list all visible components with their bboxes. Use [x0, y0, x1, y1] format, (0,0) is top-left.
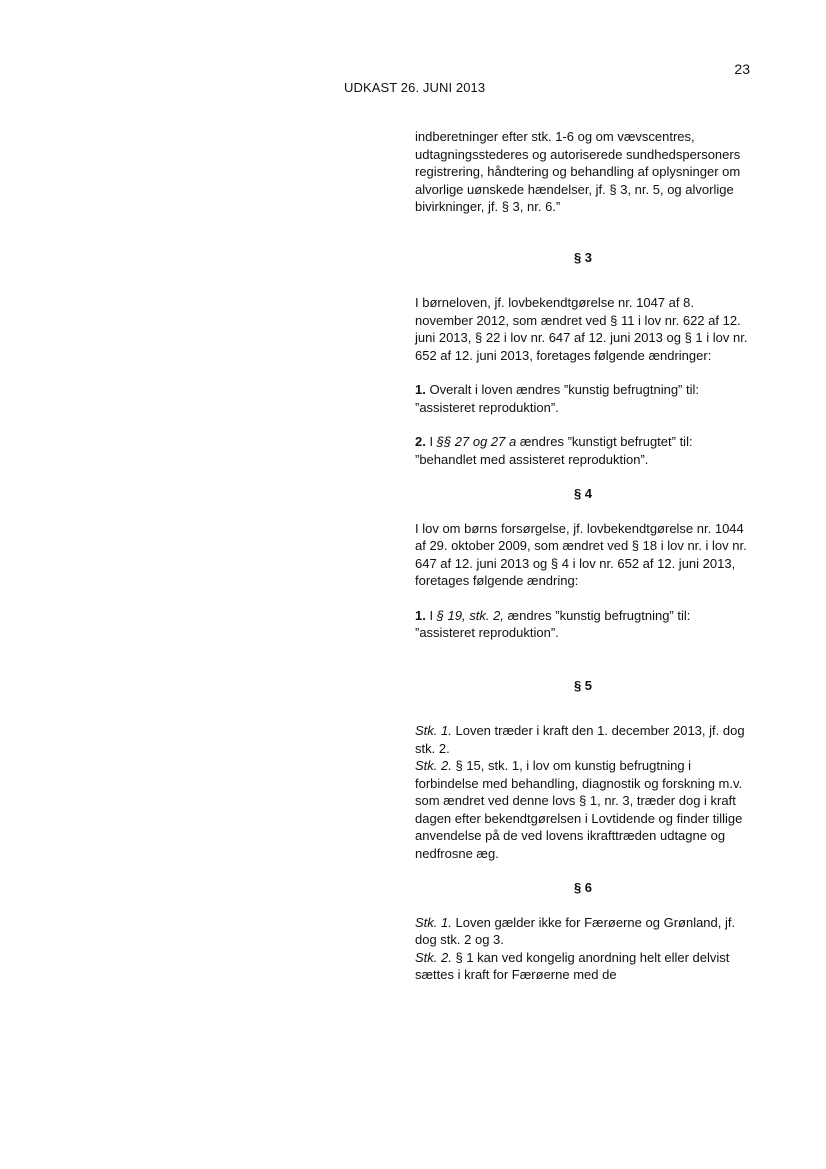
item-number: 1.	[415, 607, 426, 623]
page-number: 23	[734, 61, 750, 77]
document-body	[415, 128, 751, 984]
draft-header: UDKAST 26. JUNI 2013	[344, 80, 486, 95]
section-5-heading: § 5	[573, 677, 593, 693]
section-4-item-1	[415, 607, 751, 642]
stk-text: § 1 kan ved kongelig anordning helt eller delvist sættes i kraft for Færøerne med de	[415, 949, 730, 982]
section-4-intro: I lov om børns forsørgelse, jf. lovbekendtgørelse nr. 1044 af 29. oktober 2009, som ændret ved § 18 i lov nr. i lov nr. 647 af 12. juni 2013 og § 4 i lov nr. 652 af 12. juni 2013, foretages følgende ændring:	[415, 520, 747, 588]
section-5-stk-2	[415, 757, 751, 862]
stk-text: Loven gælder ikke for Færøerne og Grønland, jf. dog stk. 2 og 3.	[415, 914, 736, 947]
section-5-stk-1	[415, 722, 751, 757]
section-3-item-2	[415, 433, 751, 468]
item-number: 2.	[415, 434, 426, 449]
section-6-stk-1	[415, 914, 751, 949]
stk-label: Stk. 2.	[415, 949, 452, 965]
stk-label: Stk. 1.	[415, 723, 452, 738]
section-3-heading: § 3	[573, 249, 593, 265]
item-reference: §§ 27 og 27 a	[436, 434, 517, 449]
item-reference: § 19, stk. 2,	[436, 607, 504, 623]
stk-text: § 15, stk. 1, i lov om kunstig befrugtning i forbindelse med behandling, diagnostik og forskning m.v. som ændret ved denne lovs § 1, nr. 3, træder dog i kraft dagen efter bekendtgørelsen i Lovtidende og finder tillige anvendelse på de ved lovens ikrafttræden udtagne og nedfrosne æg.	[415, 758, 743, 861]
item-text: ændres ”kunstig befrugtning” til: ”assisteret reproduktion”.	[415, 607, 691, 640]
stk-label: Stk. 2.	[415, 758, 452, 773]
stk-label: Stk. 1.	[415, 914, 452, 930]
item-text: ændres ”kunstigt befrugtet” til: ”behandlet med assisteret reproduktion”.	[415, 434, 693, 467]
section-3-item-1	[415, 381, 751, 416]
section-6-stk-2	[415, 949, 751, 984]
item-text-prefix: I	[429, 434, 434, 449]
stk-text: Loven træder i kraft den 1. december 2013, jf. dog stk. 2.	[415, 723, 745, 756]
item-text-prefix: I	[429, 607, 434, 623]
item-text: Overalt i loven ændres ”kunstig befrugtning” til: ”assisteret reproduktion”.	[415, 382, 699, 415]
section-3-intro: I børneloven, jf. lovbekendtgørelse nr. 1047 af 8. november 2012, som ændret ved § 11 i lov nr. 622 af 12. juni 2013, § 22 i lov nr. 647 af 12. juni 2013 og § 1 i lov nr. 652 af 12. juni 2013, foretages følgende ændringer:	[415, 295, 748, 363]
intro-paragraph: indberetninger efter stk. 1-6 og om vævscentres, udtagningsstederes og autoriserede sundhedspersoners registrering, håndtering og behandling af oplysninger om alvorlige uønskede hændelser, jf. § 3, nr. 5, og alvorlige bivirkninger, jf. § 3, nr. 6.”	[415, 129, 741, 214]
item-number: 1.	[415, 382, 426, 397]
section-6-heading: § 6	[573, 880, 593, 895]
section-4-heading: § 4	[573, 486, 593, 501]
